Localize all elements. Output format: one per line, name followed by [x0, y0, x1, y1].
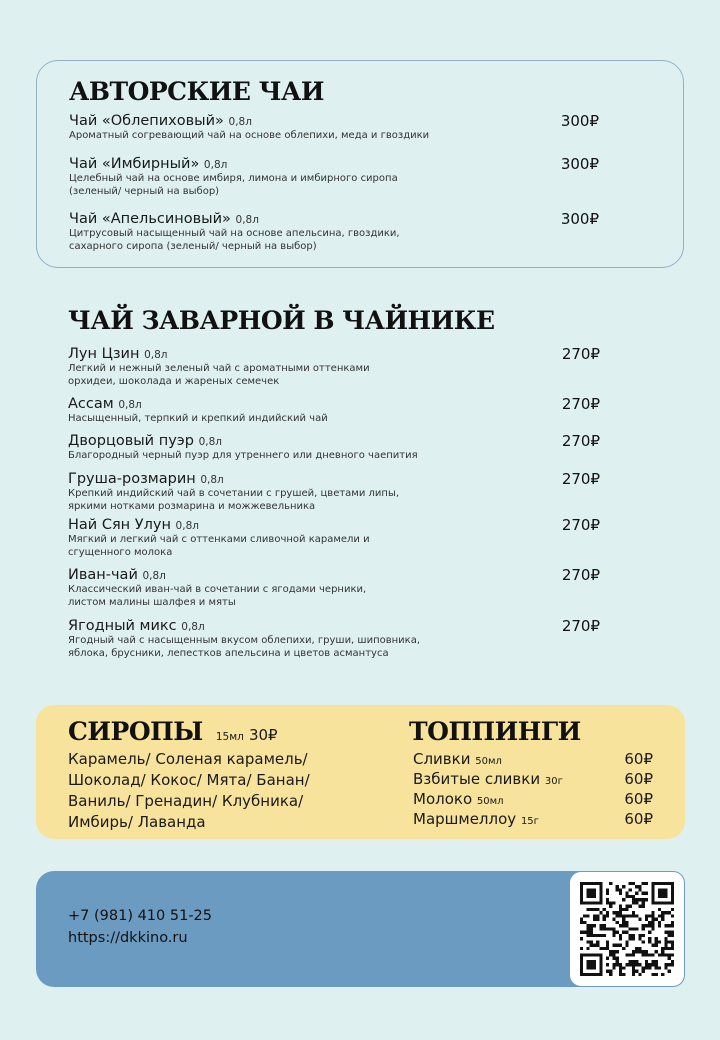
qr-code-icon[interactable]	[569, 871, 685, 987]
item-volume: 0,8л	[235, 214, 259, 226]
topping-volume: 50мл	[475, 756, 502, 767]
item-name: Дворцовый пуэр	[68, 433, 194, 449]
topping-price: 60₽	[624, 770, 653, 788]
item-volume: 0,8л	[200, 474, 224, 486]
item-name: Чай «Облепиховый»	[69, 113, 224, 129]
item-name: Чай «Имбирный»	[69, 156, 200, 172]
topping-volume: 30г	[544, 776, 563, 787]
topping-price: 60₽	[624, 790, 653, 808]
item-description: Целебный чай на основе имбиря, лимона и имбирного сиропа	[69, 173, 398, 184]
item-description: Легкий и нежный зеленый чай с ароматными оттенками	[68, 363, 370, 374]
item-description: Классический иван-чай в сочетании с ягодами черники,	[68, 584, 367, 595]
toppings-title: ТОППИНГИ	[409, 717, 581, 746]
item-description: орхидеи, шоколада и жареных семечек	[68, 376, 280, 387]
menu-item	[68, 517, 600, 567]
menu-item	[69, 113, 599, 142]
item-description: Ароматный согревающий чай на основе облепихи, меда и гвоздики	[69, 130, 430, 141]
item-volume: 0,8л	[181, 621, 205, 633]
topping-item	[413, 809, 653, 829]
toppings-list	[413, 749, 653, 829]
menu-item	[68, 567, 600, 618]
item-description: яркими нотками розмарина и можжевельника	[68, 501, 316, 512]
author-teas-section	[36, 60, 684, 268]
menu-item	[68, 471, 600, 517]
item-volume: 0,8л	[118, 399, 142, 411]
item-description: Ягодный чай с насыщенным вкусом облепихи, груши, шиповника,	[68, 635, 421, 646]
item-volume: 0,8л	[144, 349, 168, 361]
syrups-title: СИРОПЫ	[68, 717, 203, 746]
topping-name: Маршмеллоу	[413, 810, 517, 828]
brewed-tea-title: ЧАЙ ЗАВАРНОЙ В ЧАЙНИКЕ	[68, 306, 495, 335]
item-volume: 0,8л	[175, 520, 199, 532]
syrups-volume: 15мл	[215, 731, 244, 743]
syrups-list	[68, 749, 310, 833]
syrups-price: 30₽	[248, 726, 278, 744]
menu-item	[68, 433, 600, 471]
item-name: Най Сян Улун	[68, 517, 171, 533]
item-description: (зеленый/ черный на выбор)	[69, 186, 220, 197]
item-volume: 0,8л	[142, 570, 166, 582]
item-price: 270₽	[561, 617, 600, 635]
topping-name: Сливки	[413, 750, 471, 768]
item-description: Цитрусовый насыщенный чай на основе апельсина, гвоздики,	[69, 228, 400, 239]
item-name: Лун Цзин	[68, 346, 140, 362]
author-teas-list	[69, 113, 599, 267]
item-price: 270₽	[561, 566, 600, 584]
syrups-line: Имбирь/ Лаванда	[68, 813, 206, 831]
item-volume: 0,8л	[228, 116, 252, 128]
item-description: Благородный черный пуэр для утреннего или дневного чаепития	[68, 450, 418, 461]
item-description: Мягкий и легкий чай с оттенками сливочной карамели и	[68, 534, 370, 545]
topping-name: Взбитые сливки	[413, 770, 541, 788]
item-name: Груша-розмарин	[68, 471, 196, 487]
syrups-line: Шоколад/ Кокос/ Мята/ Банан/	[68, 771, 310, 789]
contact-footer	[36, 871, 685, 987]
syrups-line: Карамель/ Соленая карамель/	[68, 750, 308, 768]
item-description: сахарного сиропа (зеленый/ черный на выбор)	[69, 241, 317, 252]
website-link[interactable]: https://dkkino.ru	[68, 930, 188, 946]
item-name: Ягодный микс	[68, 618, 177, 634]
item-price: 300₽	[560, 112, 599, 130]
topping-item	[413, 769, 653, 789]
item-price: 270₽	[561, 516, 600, 534]
topping-item	[413, 789, 653, 809]
item-description: Крепкий индийский чай в сочетании с грушей, цветами липы,	[68, 488, 400, 499]
item-description: листом малины шалфея и мяты	[68, 597, 236, 608]
item-name: Ассам	[68, 396, 114, 412]
item-volume: 0,8л	[203, 159, 228, 171]
item-name: Иван-чай	[68, 567, 138, 583]
topping-item	[413, 749, 653, 769]
syrups-header	[68, 717, 278, 746]
topping-price: 60₽	[624, 750, 653, 768]
item-price: 300₽	[560, 210, 599, 228]
syrups-line: Ваниль/ Гренадин/ Клубника/	[68, 792, 304, 810]
phone-number[interactable]: +7 (981) 410 51-25	[68, 908, 213, 924]
item-description: Насыщенный, терпкий и крепкий индийский чай	[68, 413, 328, 424]
menu-item	[68, 618, 600, 660]
item-volume: 0,8л	[198, 436, 222, 448]
topping-name: Молоко	[413, 790, 473, 808]
item-name: Чай «Апельсиновый»	[69, 211, 231, 227]
topping-price: 60₽	[624, 810, 653, 828]
item-description: сгущенного молока	[68, 547, 173, 558]
topping-volume: 50мл	[476, 796, 504, 807]
menu-item	[68, 396, 600, 433]
brewed-tea-list	[68, 346, 600, 660]
menu-item	[69, 156, 599, 198]
item-price: 300₽	[560, 155, 599, 173]
author-teas-title: АВТОРСКИЕ ЧАИ	[69, 77, 324, 106]
syrups-toppings-panel	[36, 705, 685, 839]
menu-item	[69, 211, 599, 253]
item-description: яблока, брусники, лепестков апельсина и цветов асмантуса	[68, 648, 389, 659]
item-price: 270₽	[561, 395, 600, 413]
item-price: 270₽	[561, 470, 600, 488]
item-price: 270₽	[561, 345, 600, 363]
item-price: 270₽	[561, 432, 600, 450]
menu-item	[68, 346, 600, 396]
topping-volume: 15г	[520, 816, 539, 827]
